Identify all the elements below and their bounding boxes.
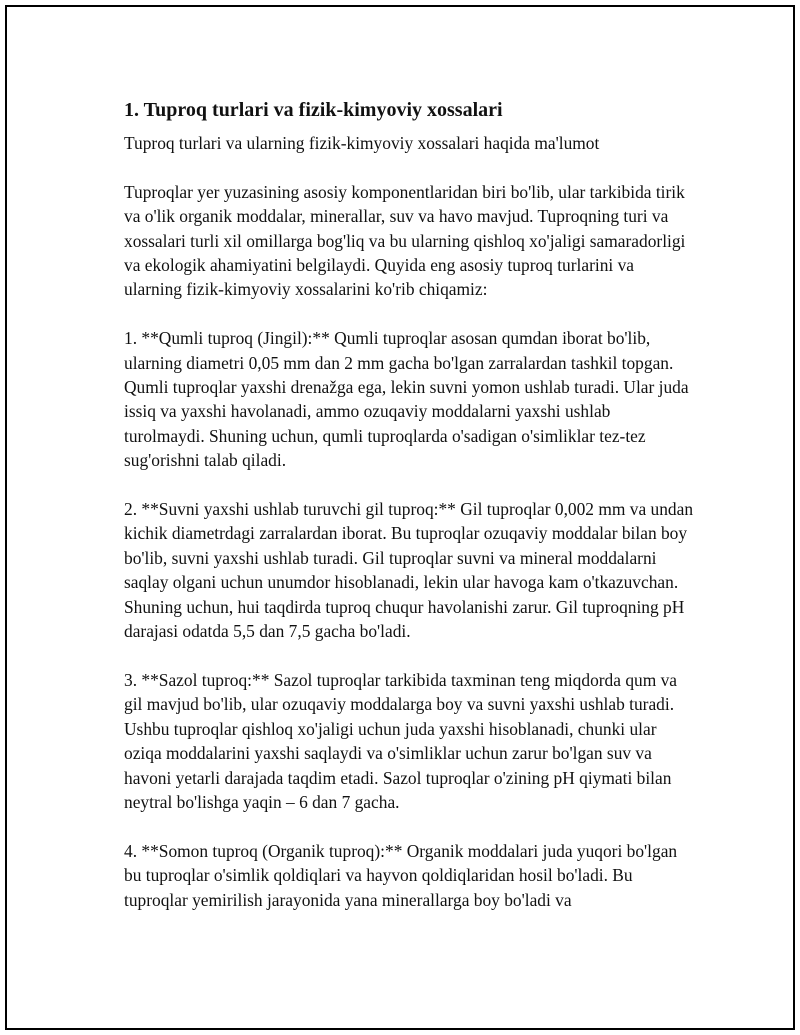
intro-paragraph: Tuproqlar yer yuzasining asosiy komponentlaridan biri bo'lib, ular tarkibida tirik va o'lik organik moddalar, minerallar, suv va havo mavjud. Tuproqning turi va xossalari turli xil omillarga bog'liq va bu ularning qishloq xo'jaligi samaradorligi va ekologik ahamiyatini belgilaydi. Quyida eng asosiy tuproq turlarini va ularning fizik-kimyoviy xossalarini ko'rib chiqamiz: (124, 181, 686, 300)
document-title: 1. Tuproq turlari va fizik-kimyoviy xossalari (124, 99, 503, 121)
document-subtitle: Tuproq turlari va ularning fizik-kimyoviy xossalari haqida ma'lumot (124, 133, 600, 153)
paragraph-organic-soil: 4. **Somon tuproq (Organik tuproq):** Organik moddalari juda yuqori bo'lgan bu tuproqlar o'simlik qoldiqlari va hayvon qoldiqlaridan hosil bo'ladi. Bu tuproqlar yemirilish jarayonida yana minerallarga boy bo'ladi va (124, 840, 678, 910)
paragraph-loam-soil: 3. **Sazol tuproq:** Sazol tuproqlar tarkibida taxminan teng miqdorda qum va gil mavjud bo'lib, ular ozuqaviy moddalarga boy va suvni yaxshi ushlab turadi. Ushbu tuproqlar qishloq xo'jaligi uchun juda yaxshi hisoblanadi, chunki ular oziqa moddalarini yaxshi saqlaydi va o'simliklar uchun zarur bo'lgan suv va havoni yetarli darajada taqdim etadi. Sazol tuproqlar o'zining pH qiymati bilan neytral bo'lishga yaqin – 6 dan 7 gacha. (124, 669, 678, 812)
paragraph-clay-soil: 2. **Suvni yaxshi ushlab turuvchi gil tuproq:** Gil tuproqlar 0,002 mm va undan kichik diametrdagi zarralardan iborat. Bu tuproqlar ozuqaviy moddalar bilan boy bo'lib, suvni yaxshi ushlab turadi. Gil tuproqlar suvni va mineral moddalarni saqlay olgani uchun unumdor hisoblanadi, lekin ular havoga kam o'tkazuvchan. Shuning uchun, hui taqdirda tuproq chuqur havolanishi zarur. Gil tuproqning pH darajasi odatda 5,5 dan 7,5 gacha bo'ladi. (124, 499, 694, 642)
page-frame (5, 5, 795, 1030)
document-body (124, 97, 694, 936)
paragraph-sandy-soil: 1. **Qumli tuproq (Jingil):** Qumli tuproqlar asosan qumdan iborat bo'lib, ularning diametri 0,05 mm dan 2 mm gacha bo'lgan zarralardan tashkil topgan. Qumli tuproqlar yaxshi drenažga ega, lekin suvni yomon ushlab turadi. Ular juda issiq va yaxshi havolanadi, ammo ozuqaviy moddalarni yaxshi ushlab turolmaydi. Shuning uchun, qumli tuproqlarda o'sadigan o'simliklar tez-tez sug'orishni talab qiladi. (124, 328, 689, 471)
